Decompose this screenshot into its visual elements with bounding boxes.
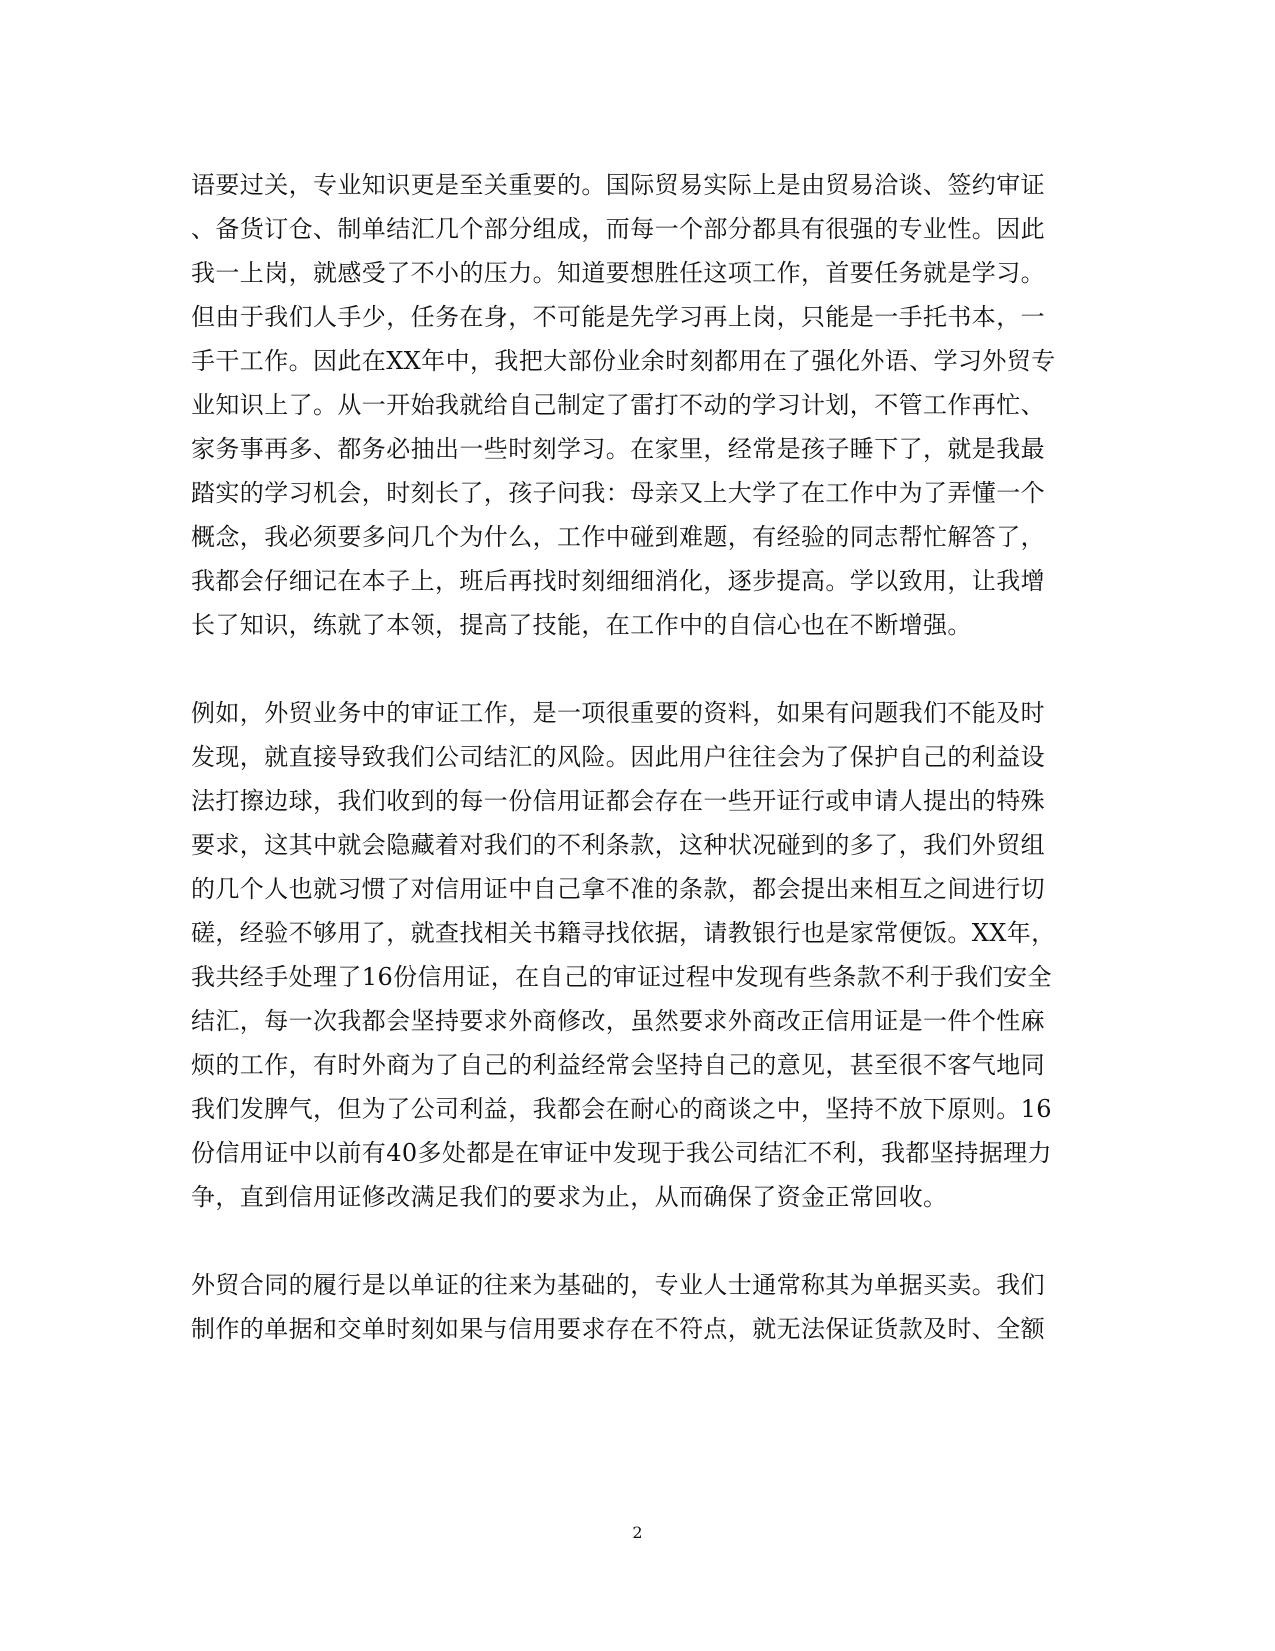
text-line: 份信用证中以前有40多处都是在审证中发现于我公司结汇不利，我都坚持据理力 bbox=[191, 1139, 1052, 1167]
page-number: 2 bbox=[632, 1523, 643, 1542]
text-line: 踏实的学习机会，时刻长了，孩子问我：母亲又上大学了在工作中为了弄懂一个 bbox=[191, 479, 1045, 507]
text-line: 、备货订仓、制单结汇几个部分组成，而每一个部分都具有很强的专业性。因此 bbox=[191, 215, 1045, 243]
text-line: 争，直到信用证修改满足我们的要求为止，从而确保了资金正常回收。 bbox=[191, 1183, 948, 1211]
text-line: 家务事再多、都务必抽出一些时刻学习。在家里，经常是孩子睡下了，就是我最 bbox=[191, 435, 1045, 463]
text-line: 制作的单据和交单时刻如果与信用要求存在不符点，就无法保证货款及时、全额 bbox=[191, 1315, 1045, 1343]
text-line: 我们发脾气，但为了公司利益，我都会在耐心的商谈之中，坚持不放下原则。16 bbox=[191, 1095, 1052, 1123]
text-line: 语要过关，专业知识更是至关重要的。国际贸易实际上是由贸易洽谈、签约审证 bbox=[191, 171, 1045, 199]
text-line: 长了知识，练就了本领，提高了技能，在工作中的自信心也在不断增强。 bbox=[191, 611, 972, 639]
text-line: 磋，经验不够用了，就查找相关书籍寻找依据，请教银行也是家常便饭。XX年， bbox=[191, 919, 1056, 947]
text-line: 我都会仔细记在本子上，班后再找时刻细细消化，逐步提高。学以致用，让我增 bbox=[191, 567, 1045, 595]
paragraph-credit-review bbox=[191, 691, 1071, 1219]
text-line: 我一上岗，就感受了不小的压力。知道要想胜任这项工作，首要任务就是学习。 bbox=[191, 259, 1045, 287]
text-line: 外贸合同的履行是以单证的往来为基础的，专业人士通常称其为单据买卖。我们 bbox=[191, 1271, 1045, 1299]
text-line: 烦的工作，有时外商为了自己的利益经常会坚持自己的意见，甚至很不客气地同 bbox=[191, 1051, 1045, 1079]
text-line: 手干工作。因此在XX年中，我把大部份业余时刻都用在了强化外语、学习外贸专 bbox=[191, 347, 1056, 375]
text-line: 但由于我们人手少，任务在身，不可能是先学习再上岗，只能是一手托书本，一 bbox=[191, 303, 1045, 331]
text-line: 发现，就直接导致我们公司结汇的风险。因此用户往往会为了保护自己的利益设 bbox=[191, 743, 1045, 771]
text-line: 结汇，每一次我都会坚持要求外商修改，虽然要求外商改正信用证是一件个性麻 bbox=[191, 1007, 1045, 1035]
text-line: 法打擦边球，我们收到的每一份信用证都会存在一些开证行或申请人提出的特殊 bbox=[191, 787, 1045, 815]
paragraph-study bbox=[191, 163, 1071, 647]
text-line: 业知识上了。从一开始我就给自己制定了雷打不动的学习计划，不管工作再忙、 bbox=[191, 391, 1045, 419]
body-text bbox=[191, 163, 1071, 1351]
text-line: 例如，外贸业务中的审证工作，是一项很重要的资料，如果有问题我们不能及时 bbox=[191, 699, 1045, 727]
text-line: 的几个人也就习惯了对信用证中自己拿不准的条款，都会提出来相互之间进行切 bbox=[191, 875, 1045, 903]
paragraph-documents bbox=[191, 1263, 1071, 1351]
text-line: 我共经手处理了16份信用证，在自己的审证过程中发现有些条款不利于我们安全 bbox=[191, 963, 1052, 991]
text-line: 概念，我必须要多问几个为什么，工作中碰到难题，有经验的同志帮忙解答了， bbox=[191, 523, 1045, 551]
text-line: 要求，这其中就会隐藏着对我们的不利条款，这种状况碰到的多了，我们外贸组 bbox=[191, 831, 1045, 859]
